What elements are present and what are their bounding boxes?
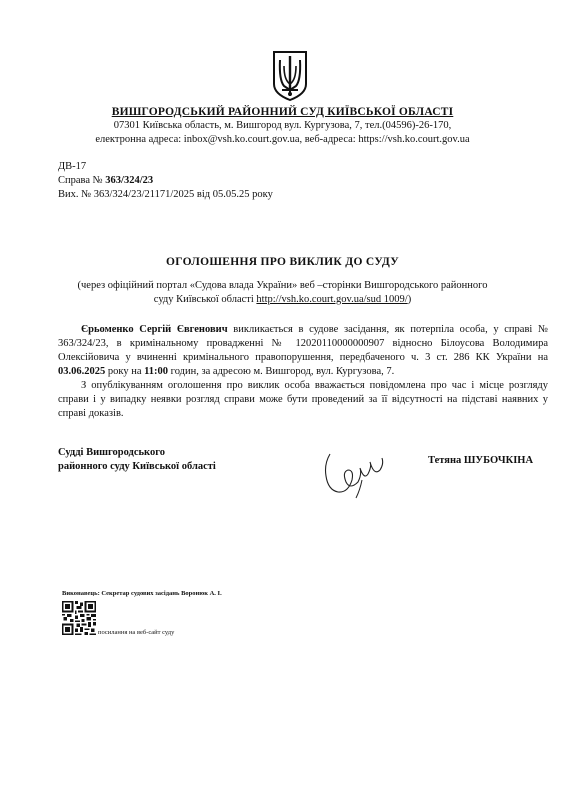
notice-body xyxy=(58,323,548,421)
hearing-time: 11:00 xyxy=(144,366,169,377)
trident-emblem-icon xyxy=(270,50,310,102)
court-contacts: електронна адреса: inbox@vsh.ko.court.gov.ua, веб-адреса: https://vsh.ko.court.gov.ua xyxy=(95,134,470,145)
executor-line: Виконавець: Секретар судових засідань Воронюк А. І. xyxy=(62,590,222,597)
case-number-line xyxy=(58,174,153,188)
form-code: ДВ-17 xyxy=(58,161,87,172)
portal-line-2-suffix: ) xyxy=(407,294,412,305)
judge-title-line-2: районного суду Київської області xyxy=(58,461,216,472)
court-name: ВИШГОРОДСЬКИЙ РАЙОННИЙ СУД КИЇВСЬКОЇ ОБЛАСТІ xyxy=(111,106,454,118)
summons-paragraph xyxy=(58,323,548,379)
summons-text-a: викликається в судове засідання, як потерпіла особа, у справі № 363/324/23, в кримінальному провадженні № 12020110000000907 відносно Білоусова Володимира Олексійовича у вчиненні кримінального правопорушення, передбаченого ч. 3 ст. 286 КК України на xyxy=(58,324,549,363)
judge-title-line-1: Судді Вишгородського xyxy=(58,447,165,458)
summons-text-b: року на xyxy=(105,366,145,377)
portal-link[interactable]: http://vsh.ko.court.gov.ua/sud 1009/ xyxy=(256,294,408,305)
person-name: Єрьоменко Сергій Євгенович xyxy=(81,324,228,335)
judge-name: Тетяна ШУБОЧКІНА xyxy=(428,455,534,466)
case-number: 363/324/23 xyxy=(105,175,154,186)
handwritten-signature-icon xyxy=(318,450,390,500)
judge-title xyxy=(58,446,216,474)
outgoing-number: Вих. № 363/324/23/21171/2025 від 05.05.25 року xyxy=(58,189,273,200)
portal-line-2-prefix: суду Київської області xyxy=(153,294,257,305)
notice-title: ОГОЛОШЕННЯ ПРО ВИКЛИК ДО СУДУ xyxy=(166,256,399,268)
portal-line-1: (через офіційний портал «Судова влада України» веб –сторінки Вишгородського районного xyxy=(77,280,488,291)
consequence-paragraph: З опублікуванням оголошення про виклик особа вважається повідомлена про час і місце розгляду справи і у випадку неявки розгляд справи може бути проведений за її відсутності на підставі наявних у справі доказів. xyxy=(58,380,548,419)
summons-text-c: годин, за адресою м. Вишгород, вул. Кургузова, 7. xyxy=(168,366,395,377)
court-address: 07301 Київська область, м. Вишгород вул. Кургузова, 7, тел.(04596)-26-170, xyxy=(113,120,452,131)
case-label: Справа № xyxy=(58,175,103,186)
hearing-date: 03.06.2025 xyxy=(58,366,106,377)
qr-code-icon[interactable] xyxy=(62,601,96,635)
portal-line-2 xyxy=(0,294,565,305)
qr-caption: посилання на веб-сайт суду xyxy=(98,629,175,636)
